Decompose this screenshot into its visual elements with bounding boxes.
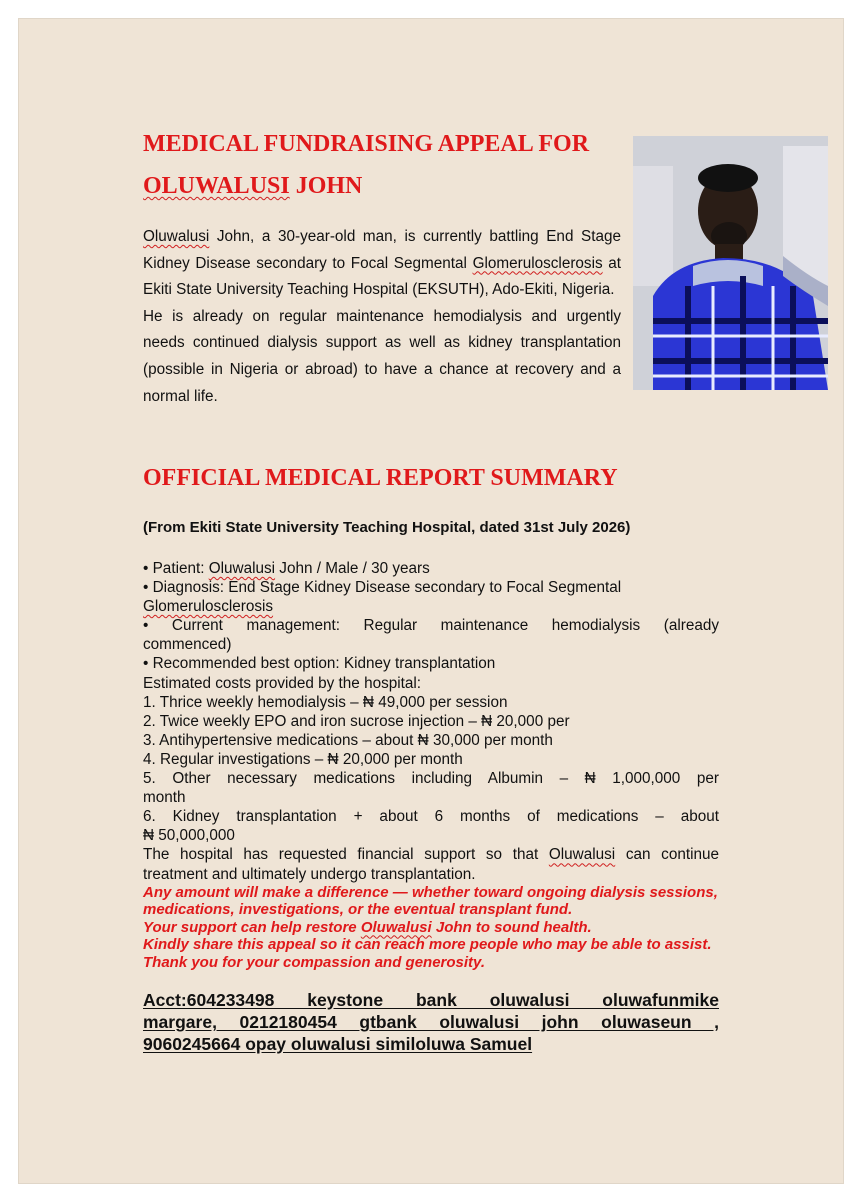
appeal-line-1: Any amount will make a difference — whether toward ongoing dialysis sessions, medications, investigations, or the eventual transplant fund. [143,883,718,919]
hospital-request-name: Oluwalusi [548,846,616,864]
report-source: (From Ekiti State University Teaching Hospital, dated 31st July 2026) [143,519,631,536]
intro-paragraph-2: He is already on regular maintenance hemodialysis and urgently needs continued dialysis support as well as kidney transplantation (possible in Nigeria or abroad) to have a chance at recovery and a normal life. [143,307,621,405]
bullet-diagnosis-term: Glomerulosclerosis [143,598,274,616]
title-line-2 [143,165,589,207]
cost-item-5-cont: month [143,789,186,807]
report-body [143,559,719,971]
intro-paragraph-1 [143,224,621,304]
title-name-first: OLUWALUSI [143,173,290,199]
title-name-last: JOHN [289,173,363,199]
flyer-page [18,18,844,1184]
hospital-request [143,845,719,883]
cost-item-6: 6. Kidney transplantation + about 6 months of medications – about [143,808,719,826]
account-line-2: margare, 0212180454 gtbank oluwalusi john oluwaseun , [143,1012,719,1032]
intro-text-a: John, a 30-year-old man, is currently battling End Stage Kidney Disease secondary to Focal Segmental [143,228,621,272]
intro-text-b: at Ekiti State University Teaching Hospital (EKSUTH), Ado-Ekiti, Nigeria. [143,254,621,299]
intro-section [143,224,621,410]
bullet-management-cont: commenced) [143,636,232,654]
cost-item-4: 4. Regular investigations – ₦ 20,000 per month [143,750,463,768]
report-heading: OFFICIAL MEDICAL REPORT SUMMARY [143,465,618,491]
bullet-management: • Current management: Regular maintenance hemodialysis (already [143,617,719,635]
bullet-patient-details: John / Male / 30 years [275,560,430,577]
account-details [143,989,719,1055]
cost-item-1: 1. Thrice weekly hemodialysis – ₦ 49,000 per session [143,693,508,711]
account-line-1: Acct:604233498 keystone bank oluwalusi oluwafunmike [143,990,719,1010]
hospital-request-text-b: can continue treatment and ultimately undergo transplantation. [143,846,720,883]
cost-item-2: 2. Twice weekly EPO and iron sucrose injection – ₦ 20,000 per [143,712,570,730]
appeal-line-2 [143,919,719,937]
patient-name: Oluwalusi [143,228,210,245]
bullet-patient [143,559,719,578]
patient-photo-illustration [633,136,828,390]
bullet-patient-name: Oluwalusi [208,560,276,577]
patient-photo [633,136,828,390]
title-line-1: MEDICAL FUNDRAISING APPEAL FOR [143,131,590,157]
cost-item-6-cont: ₦ 50,000,000 [143,827,235,845]
hospital-request-text-a: The hospital has requested financial support so that [143,846,549,864]
costs-intro: Estimated costs provided by the hospital: [143,674,422,692]
cost-item-3: 3. Antihypertensive medications – about ₦ 30,000 per month [143,731,553,749]
account-line-3: 9060245664 opay oluwalusi similoluwa Samuel [143,1034,533,1054]
appeal-line-2-name: Oluwalusi [360,918,432,936]
diagnosis-term: Glomerulosclerosis [472,254,603,272]
bullet-recommended: • Recommended best option: Kidney transplantation [143,655,496,673]
page-title [143,123,589,207]
appeal-line-2-pre: Your support can help restore [143,918,361,936]
appeal-line-4: Thank you for your compassion and generosity. [143,953,486,971]
bullet-diagnosis: • Diagnosis: End Stage Kidney Disease secondary to Focal Segmental [143,579,622,597]
bullet-patient-label: • Patient: [143,560,209,577]
appeal-line-3: Kindly share this appeal so it can reach more people who may be able to assist. [143,936,712,954]
cost-item-5: 5. Other necessary medications including Albumin – ₦ 1,000,000 per [143,770,719,788]
appeal-line-2-post: John to sound health. [431,918,592,936]
